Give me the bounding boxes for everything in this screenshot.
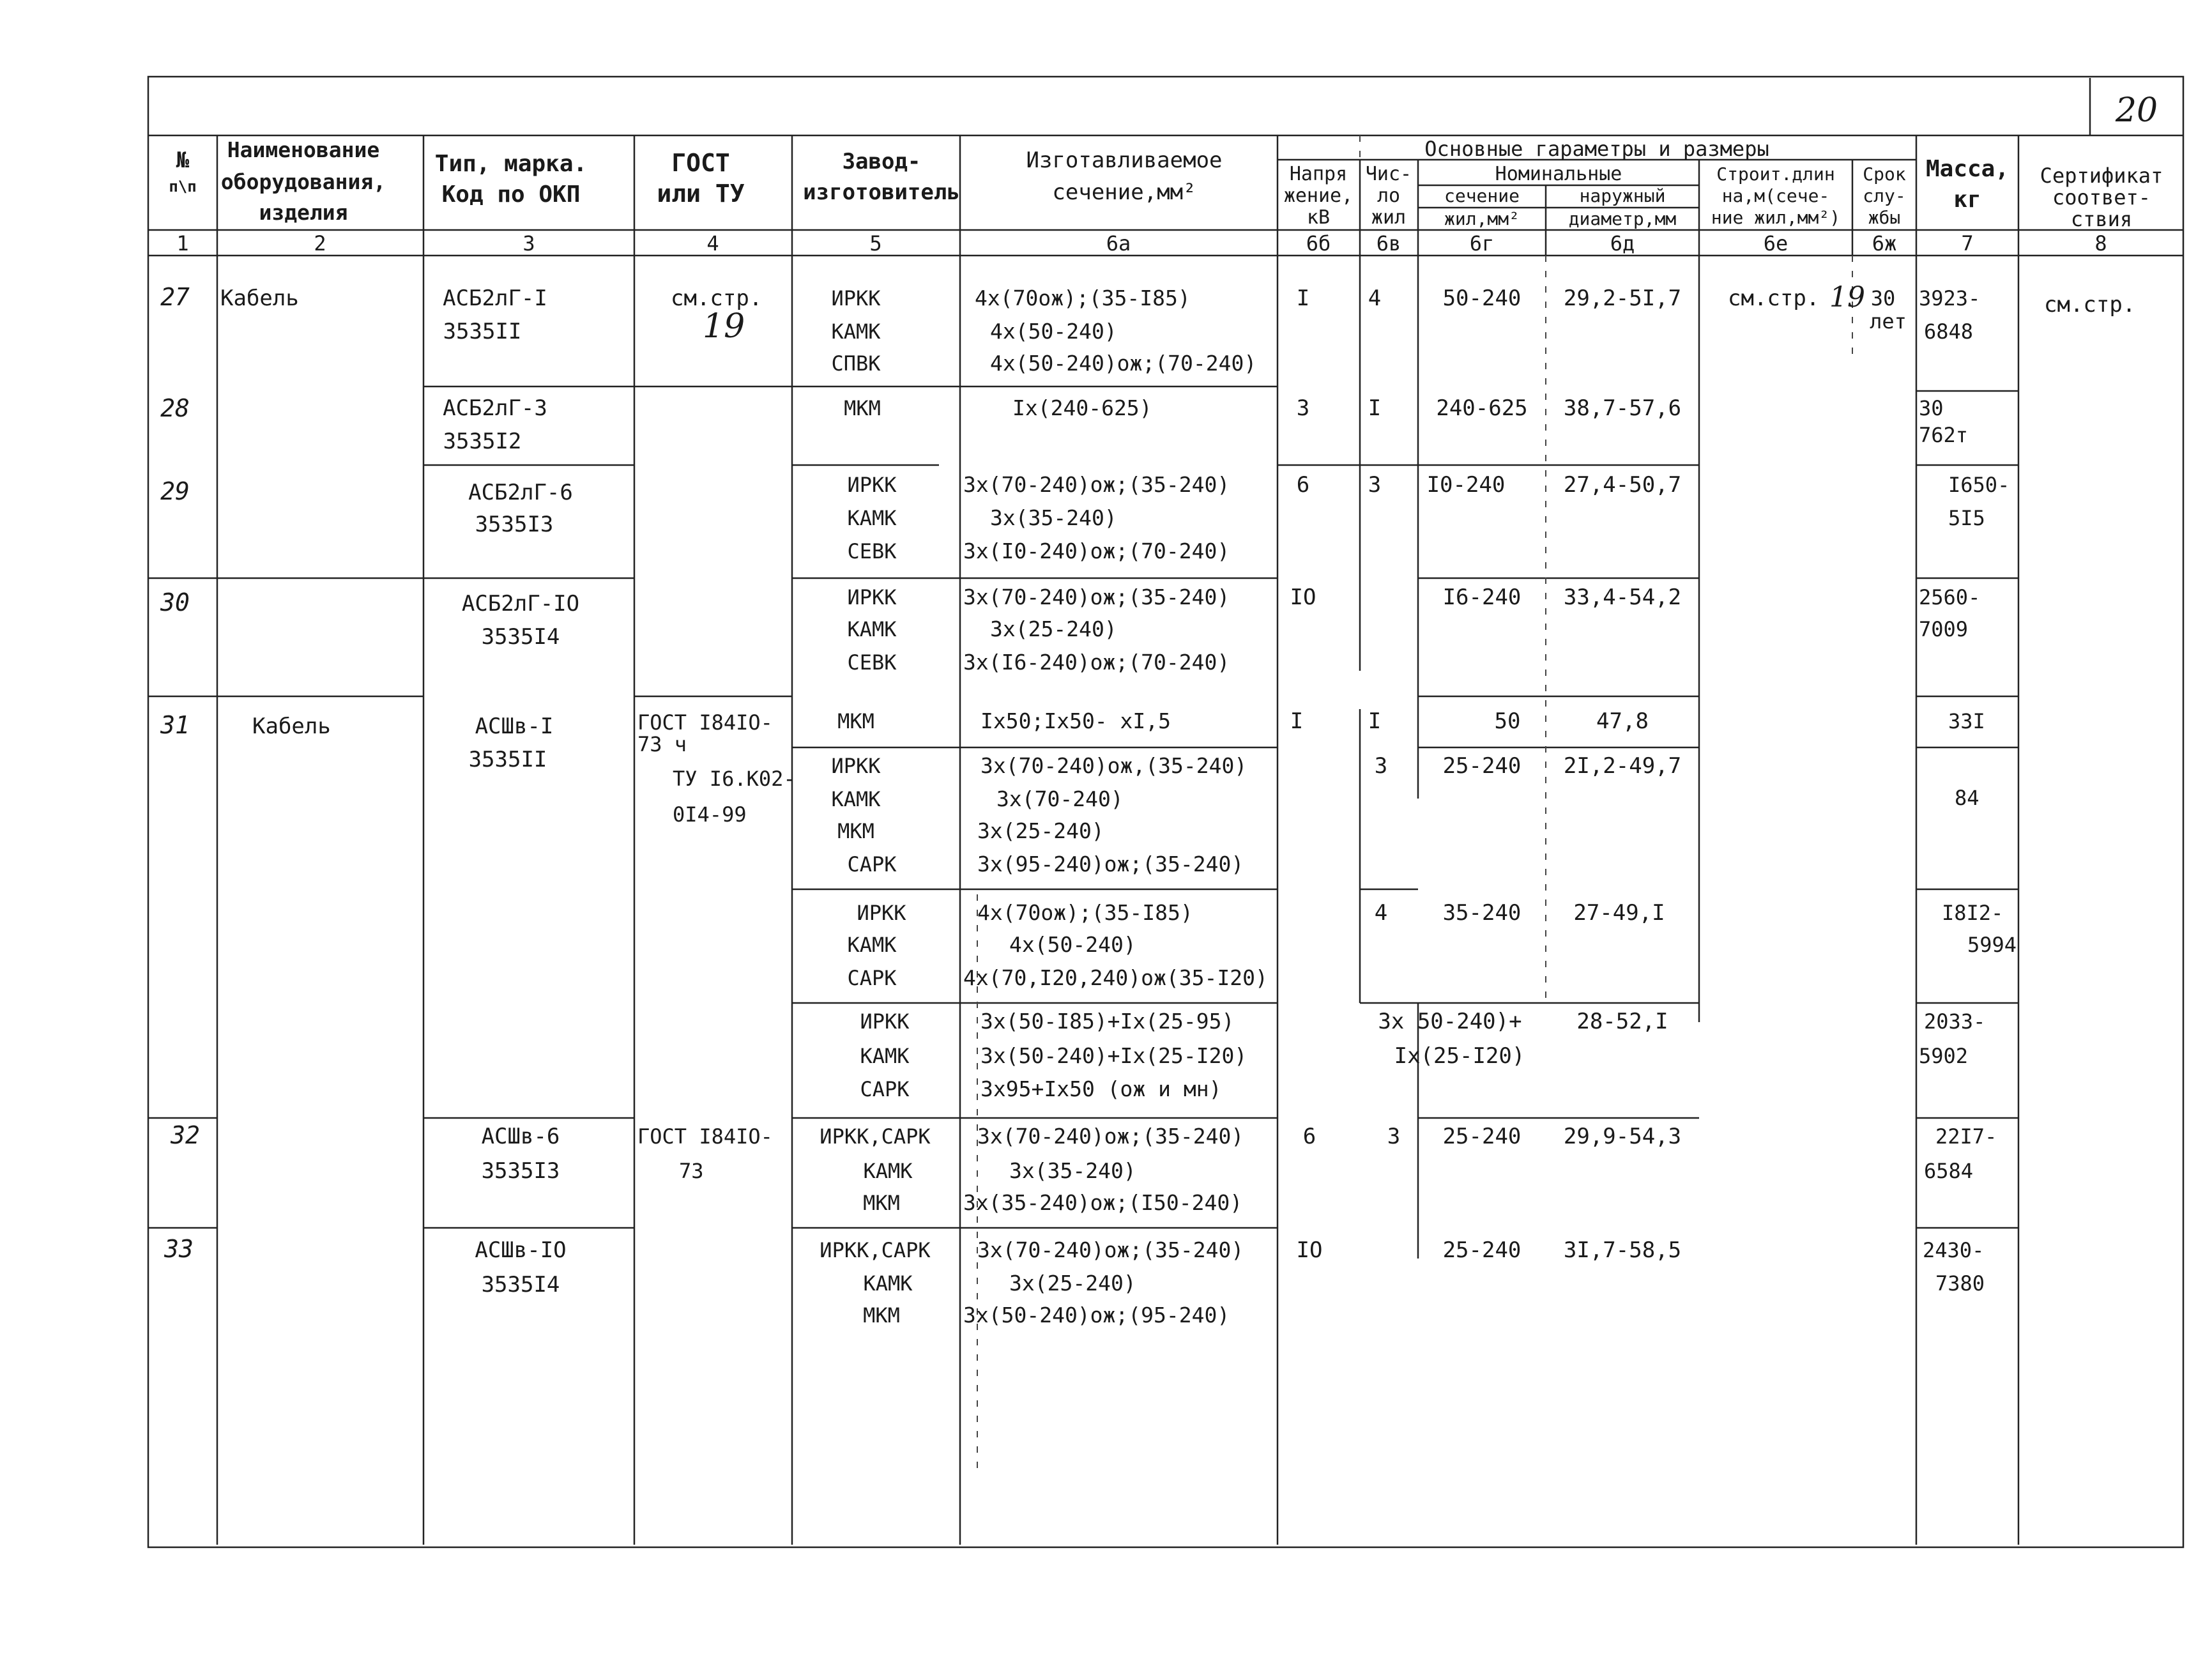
- svg-text:МКМ: МКМ: [863, 1303, 900, 1328]
- svg-text:25-240: 25-240: [1442, 753, 1522, 779]
- service-life-cell: [1870, 286, 1907, 333]
- header-col-mass: [1926, 156, 2009, 213]
- svg-text:АСБ2лГ-6: АСБ2лГ-6: [468, 480, 573, 505]
- svg-text:СПВК: СПВК: [831, 351, 881, 376]
- svg-text:29,9-54,3: 29,9-54,3: [1563, 1124, 1682, 1149]
- svg-text:73: 73: [679, 1159, 704, 1183]
- header-group-nominal: Номинальные: [1495, 163, 1622, 185]
- svg-text:3х95+Iх50 (ож и мн): 3х95+Iх50 (ож и мн): [980, 1076, 1222, 1101]
- svg-text:ИРКК: ИРКК: [847, 585, 897, 609]
- svg-text:I8I2-: I8I2-: [1942, 901, 2004, 925]
- svg-text:САРК: САРК: [860, 1077, 910, 1101]
- svg-text:4х(70ож);(35-I85): 4х(70ож);(35-I85): [977, 900, 1193, 925]
- svg-text:3х(50-I85)+Iх(25-95): 3х(50-I85)+Iх(25-95): [980, 1009, 1235, 1034]
- svg-text:2033-: 2033-: [1924, 1009, 1986, 1034]
- svg-text:5994: 5994: [1967, 933, 2017, 957]
- svg-text:ние жил,мм²): ние жил,мм²): [1711, 207, 1841, 228]
- header-col-name: [221, 137, 386, 225]
- svg-text:3х(25-240): 3х(25-240): [977, 818, 1104, 843]
- svg-text:№: №: [176, 148, 190, 173]
- svg-text:3х(50-240)ож;(95-240): 3х(50-240)ож;(95-240): [963, 1303, 1230, 1328]
- header-col-plant: [803, 149, 960, 205]
- header-col-gost: [657, 149, 744, 208]
- header-col-section: [1026, 148, 1222, 205]
- svg-text:3х(35-240): 3х(35-240): [1009, 1158, 1136, 1183]
- svg-text:сечение,мм²: сечение,мм²: [1052, 180, 1196, 205]
- svg-text:4х(50-240)ож;(70-240): 4х(50-240)ож;(70-240): [990, 351, 1257, 376]
- svg-text:СЕВК: СЕВК: [847, 539, 897, 563]
- svg-text:КАМК: КАМК: [847, 617, 897, 641]
- certificate-reference: см.стр.: [2044, 292, 2136, 318]
- svg-text:4: 4: [1368, 286, 1382, 311]
- svg-text:30: 30: [160, 588, 190, 616]
- svg-text:6584: 6584: [1924, 1159, 1974, 1183]
- svg-text:КАМК: КАМК: [847, 933, 897, 957]
- svg-text:25-240: 25-240: [1442, 1124, 1522, 1149]
- svg-text:Iх50;Iх50- хI,5: Iх50;Iх50- хI,5: [980, 708, 1171, 733]
- svg-text:3х(I0-240)ож;(70-240): 3х(I0-240)ож;(70-240): [963, 539, 1230, 563]
- svg-text:I0-240: I0-240: [1426, 472, 1506, 498]
- table-header: [169, 91, 2163, 256]
- svg-text:соответ-: соответ-: [2052, 185, 2151, 210]
- svg-text:ГОСТ I84IO-: ГОСТ I84IO-: [637, 710, 773, 735]
- svg-text:ГОСТ: ГОСТ: [671, 149, 730, 177]
- svg-text:диаметр,мм: диаметр,мм: [1568, 208, 1677, 229]
- svg-text:3: 3: [522, 231, 535, 256]
- svg-text:ИРКК,САРК: ИРКК,САРК: [820, 1124, 931, 1149]
- svg-text:33,4-54,2: 33,4-54,2: [1563, 585, 1682, 610]
- svg-text:КАМК: КАМК: [863, 1271, 913, 1296]
- svg-text:АСБ2лГ-I: АСБ2лГ-I: [443, 286, 547, 311]
- svg-text:27: 27: [160, 283, 190, 311]
- svg-text:жил,мм²: жил,мм²: [1444, 208, 1520, 229]
- svg-text:3535II: 3535II: [443, 319, 522, 344]
- svg-text:АСШв-IO: АСШв-IO: [475, 1237, 567, 1263]
- svg-text:I: I: [1296, 286, 1310, 311]
- svg-text:35-240: 35-240: [1442, 900, 1522, 926]
- svg-text:7009: 7009: [1919, 617, 1969, 641]
- svg-text:СЕВК: СЕВК: [847, 650, 897, 675]
- svg-text:30: 30: [1919, 396, 1944, 420]
- svg-text:29,2-5I,7: 29,2-5I,7: [1563, 286, 1682, 311]
- svg-text:33I: 33I: [1948, 709, 1985, 733]
- svg-text:3х(95-240)ож;(35-240): 3х(95-240)ож;(35-240): [977, 852, 1244, 876]
- svg-text:или ТУ: или ТУ: [657, 180, 745, 208]
- svg-text:47,8: 47,8: [1596, 708, 1649, 734]
- svg-text:кг: кг: [1953, 187, 1981, 213]
- svg-text:МКМ: МКМ: [837, 819, 874, 843]
- svg-text:I6-240: I6-240: [1442, 585, 1522, 610]
- svg-text:6б: 6б: [1306, 231, 1331, 256]
- header-column-numbers: [176, 231, 2107, 256]
- svg-text:IO: IO: [1290, 585, 1316, 610]
- svg-text:3х(50-240)+Iх(25-I20): 3х(50-240)+Iх(25-I20): [980, 1043, 1247, 1068]
- svg-text:ИРКК: ИРКК: [831, 754, 881, 778]
- svg-text:КАМК: КАМК: [831, 319, 881, 344]
- svg-text:4: 4: [1374, 900, 1388, 926]
- svg-text:ТУ I6.К02-: ТУ I6.К02-: [673, 767, 796, 791]
- svg-text:6: 6: [1302, 1124, 1316, 1149]
- svg-text:3х(70-240): 3х(70-240): [996, 786, 1124, 811]
- svg-text:38,7-57,6: 38,7-57,6: [1563, 395, 1682, 421]
- build-length-reference: см.стр.: [1728, 286, 1820, 311]
- svg-text:1: 1: [176, 231, 189, 256]
- svg-text:наружный: наружный: [1579, 185, 1666, 206]
- header-col-service: [1863, 164, 1906, 228]
- svg-text:3535I3: 3535I3: [481, 1158, 560, 1184]
- svg-text:кВ: кВ: [1306, 206, 1331, 229]
- svg-text:МКМ: МКМ: [844, 396, 881, 420]
- svg-text:ИРКК: ИРКК: [857, 901, 906, 925]
- svg-text:32: 32: [171, 1121, 200, 1149]
- svg-text:3I,7-58,5: 3I,7-58,5: [1563, 1237, 1682, 1263]
- svg-text:Тип, марка.: Тип, марка.: [434, 151, 588, 177]
- svg-text:ИРКК: ИРКК: [847, 473, 897, 497]
- svg-text:Сертификат: Сертификат: [2040, 164, 2163, 188]
- svg-text:Срок: Срок: [1863, 164, 1906, 185]
- svg-text:3х(35-240): 3х(35-240): [990, 505, 1117, 530]
- page-number: 20: [2115, 91, 2158, 130]
- svg-text:САРК: САРК: [847, 852, 897, 876]
- svg-text:3: 3: [1387, 1124, 1401, 1149]
- header-col-type: [435, 151, 587, 208]
- svg-text:КАМК: КАМК: [847, 506, 897, 530]
- svg-text:3: 3: [1374, 753, 1388, 779]
- svg-text:3х(70-240)ож;(35-240): 3х(70-240)ож;(35-240): [977, 1237, 1244, 1262]
- svg-text:3535I2: 3535I2: [443, 429, 522, 454]
- svg-text:АСШв-I: АСШв-I: [475, 714, 554, 739]
- svg-text:6ж: 6ж: [1872, 231, 1897, 256]
- svg-text:8: 8: [2094, 231, 2107, 256]
- svg-text:4х(70,I20,240)ож(35-I20): 4х(70,I20,240)ож(35-I20): [963, 965, 1268, 990]
- svg-text:762т: 762т: [1919, 423, 1969, 447]
- svg-text:3х(70-240)ож;(35-240): 3х(70-240)ож;(35-240): [977, 1124, 1244, 1149]
- svg-text:Iх(25-I20): Iх(25-I20): [1394, 1043, 1525, 1069]
- type-cell: [443, 286, 579, 1297]
- svg-text:3535I3: 3535I3: [475, 512, 554, 537]
- header-col-certificate: [2040, 164, 2163, 231]
- svg-text:Код по ОКП: Код по ОКП: [441, 181, 581, 208]
- mass-cell: [1919, 286, 2017, 1296]
- svg-text:АСШв-6: АСШв-6: [481, 1124, 560, 1149]
- svg-text:5902: 5902: [1919, 1044, 1969, 1068]
- gost-reference: см.стр.: [671, 286, 763, 311]
- svg-text:ИРКК: ИРКК: [860, 1009, 910, 1034]
- diameter-cell: [1564, 286, 1681, 1263]
- svg-text:Изготавливаемое: Изготавливаемое: [1026, 148, 1223, 173]
- svg-text:28: 28: [160, 394, 190, 422]
- build-length-reference-page: 19: [1829, 281, 1865, 314]
- svg-text:ИРКК,САРК: ИРКК,САРК: [820, 1238, 931, 1262]
- svg-text:4х(50-240): 4х(50-240): [1009, 932, 1136, 957]
- gost-reference-page: 19: [703, 307, 745, 346]
- svg-text:3535I4: 3535I4: [481, 624, 560, 650]
- svg-text:жбы: жбы: [1868, 207, 1901, 228]
- svg-text:3535II: 3535II: [468, 747, 547, 772]
- svg-text:3: 3: [1296, 395, 1310, 421]
- svg-text:28-52,I: 28-52,I: [1576, 1009, 1668, 1034]
- svg-text:27,4-50,7: 27,4-50,7: [1563, 472, 1682, 498]
- svg-text:5: 5: [869, 231, 882, 256]
- svg-text:КАМК: КАМК: [863, 1159, 913, 1183]
- svg-text:50-240: 50-240: [1442, 286, 1522, 311]
- svg-text:Iх(240-625): Iх(240-625): [1012, 395, 1152, 420]
- svg-text:31: 31: [160, 711, 190, 739]
- svg-text:3х(I6-240)ож;(70-240): 3х(I6-240)ож;(70-240): [963, 650, 1230, 675]
- svg-text:изделия: изделия: [259, 200, 348, 225]
- svg-text:4х(70ож);(35-I85): 4х(70ож);(35-I85): [975, 286, 1191, 310]
- svg-text:КАМК: КАМК: [831, 787, 881, 811]
- svg-text:I: I: [1290, 708, 1304, 734]
- svg-text:жил: жил: [1371, 206, 1407, 229]
- svg-text:73 ч: 73 ч: [637, 732, 687, 756]
- voltage-cell: [1290, 286, 1323, 1263]
- svg-text:0I4-99: 0I4-99: [673, 802, 747, 827]
- header-col-voltage: [1284, 163, 1353, 229]
- item-name-cable: Кабель: [252, 714, 331, 739]
- svg-text:I: I: [1368, 395, 1382, 421]
- header-col-cores: [1366, 163, 1412, 229]
- svg-text:I: I: [1368, 708, 1382, 734]
- svg-text:на,м(сече-: на,м(сече-: [1721, 185, 1830, 206]
- svg-text:ствия: ствия: [2070, 207, 2133, 231]
- svg-text:3х 50-240)+: 3х 50-240)+: [1378, 1009, 1522, 1034]
- header-col-number: [169, 148, 196, 195]
- svg-text:6: 6: [1296, 472, 1310, 498]
- svg-text:3: 3: [1368, 472, 1382, 498]
- svg-text:МКМ: МКМ: [863, 1191, 900, 1215]
- gost-cell: [637, 710, 796, 827]
- svg-text:I650-: I650-: [1948, 473, 2010, 497]
- svg-text:6д: 6д: [1610, 231, 1635, 256]
- svg-text:АСБ2лГ-3: АСБ2лГ-3: [443, 395, 547, 421]
- svg-text:ло: ло: [1377, 185, 1401, 207]
- svg-text:Строит.длин: Строит.длин: [1716, 164, 1835, 185]
- svg-text:Напря: Напря: [1289, 163, 1348, 185]
- svg-text:7380: 7380: [1935, 1271, 1985, 1296]
- svg-text:6в: 6в: [1376, 231, 1401, 256]
- plant-cell: [820, 286, 931, 1328]
- table-body: [160, 281, 2135, 1328]
- svg-text:30: 30: [1870, 286, 1896, 310]
- core-section-cell: [1378, 286, 1527, 1263]
- svg-text:МКМ: МКМ: [837, 709, 874, 733]
- svg-text:2I,2-49,7: 2I,2-49,7: [1563, 753, 1682, 779]
- svg-text:4х(50-240): 4х(50-240): [990, 319, 1117, 344]
- svg-text:слу-: слу-: [1863, 185, 1906, 206]
- svg-text:84: 84: [1955, 786, 1979, 810]
- svg-text:6а: 6а: [1106, 231, 1131, 256]
- svg-text:жение,: жение,: [1283, 185, 1354, 207]
- row-numbers: [160, 283, 200, 1263]
- svg-text:5I5: 5I5: [1948, 506, 1985, 530]
- svg-text:7: 7: [1961, 231, 1974, 256]
- svg-text:25-240: 25-240: [1442, 1237, 1522, 1263]
- svg-text:3535I4: 3535I4: [481, 1272, 560, 1297]
- svg-text:2560-: 2560-: [1919, 585, 1981, 609]
- svg-text:240-625: 240-625: [1436, 395, 1528, 421]
- svg-text:АСБ2лГ-IO: АСБ2лГ-IO: [461, 591, 580, 616]
- section-cell: [963, 286, 1268, 1328]
- svg-text:изготовитель: изготовитель: [803, 180, 960, 205]
- svg-text:ИРКК: ИРКК: [831, 286, 881, 310]
- svg-text:3х(70-240)ож,(35-240): 3х(70-240)ож,(35-240): [980, 753, 1247, 778]
- svg-text:оборудования,: оборудования,: [220, 169, 386, 194]
- svg-text:сечение: сечение: [1444, 185, 1520, 206]
- svg-text:3х(70-240)ож;(35-240): 3х(70-240)ож;(35-240): [963, 585, 1230, 609]
- svg-text:КАМК: КАМК: [860, 1044, 910, 1068]
- header-group-main: Основные гараметры и размеры: [1424, 137, 1769, 161]
- svg-text:п\п: п\п: [169, 178, 197, 195]
- svg-text:3х(25-240): 3х(25-240): [990, 616, 1117, 641]
- svg-text:4: 4: [706, 231, 719, 256]
- svg-text:IO: IO: [1296, 1237, 1323, 1263]
- svg-text:Завод-: Завод-: [842, 149, 921, 174]
- svg-text:САРК: САРК: [847, 966, 897, 990]
- svg-text:33: 33: [164, 1235, 194, 1263]
- svg-text:6е: 6е: [1763, 231, 1789, 256]
- svg-text:Масса,: Масса,: [1925, 156, 2010, 182]
- svg-text:6848: 6848: [1924, 319, 1974, 344]
- svg-text:29: 29: [160, 477, 190, 505]
- svg-text:6г: 6г: [1469, 231, 1495, 256]
- svg-text:3х(25-240): 3х(25-240): [1009, 1271, 1136, 1296]
- svg-text:22I7-: 22I7-: [1935, 1124, 1997, 1149]
- svg-text:3923-: 3923-: [1919, 286, 1981, 310]
- svg-text:27-49,I: 27-49,I: [1573, 900, 1665, 926]
- gost-cell: [637, 1124, 773, 1183]
- svg-text:Чис-: Чис-: [1365, 163, 1412, 185]
- svg-text:2430-: 2430-: [1923, 1238, 1985, 1262]
- svg-text:50: 50: [1494, 708, 1521, 734]
- item-name-cable: Кабель: [220, 286, 299, 311]
- svg-text:2: 2: [314, 231, 326, 256]
- svg-text:3х(35-240)ож;(I50-240): 3х(35-240)ож;(I50-240): [963, 1190, 1243, 1215]
- svg-text:Наименование: Наименование: [227, 137, 380, 162]
- svg-text:ГОСТ I84IO-: ГОСТ I84IO-: [637, 1124, 773, 1149]
- svg-text:лет: лет: [1870, 309, 1907, 333]
- header-col-build-length: [1711, 164, 1840, 228]
- svg-text:3х(70-240)ож;(35-240): 3х(70-240)ож;(35-240): [963, 472, 1230, 497]
